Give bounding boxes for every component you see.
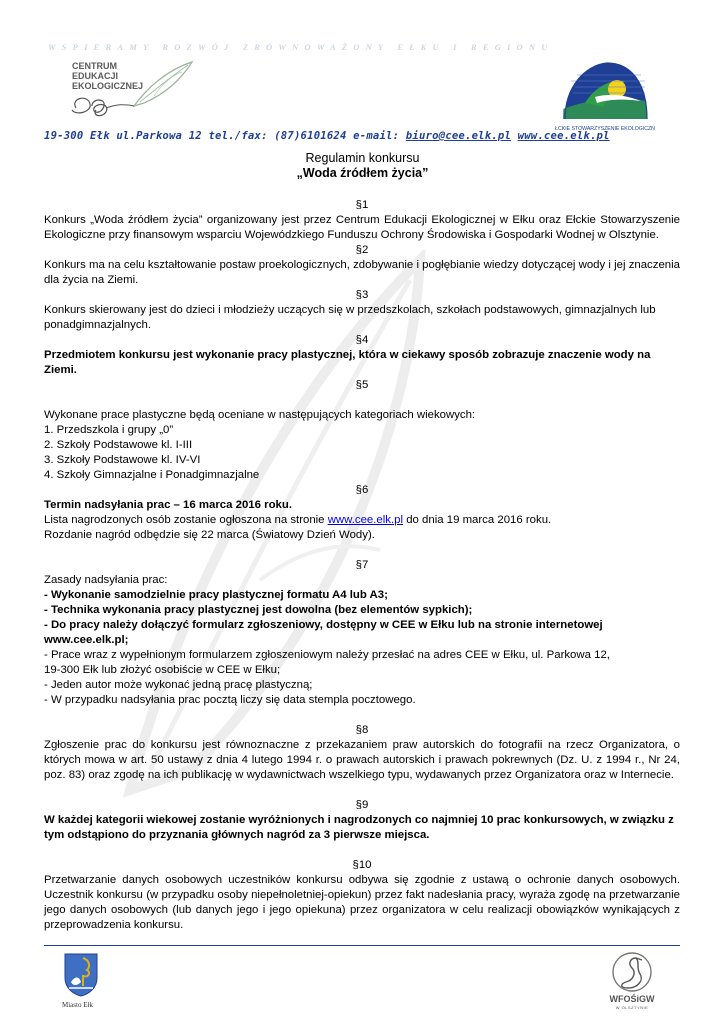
document-title: Regulamin konkursu	[305, 151, 420, 165]
wfosigw-logo-subtext: W OLSZTYNIE	[615, 1005, 649, 1010]
list-item: - Do pracy należy dołączyć formularz zgłoszeniowy, dostępny w CEE w Ełku lub na stronie internetowej www.cee.elk.pl;	[44, 619, 603, 646]
contact-address: 19-300 Ełk ul.Parkowa 12 tel./fax: (87)6101624 e-mail:	[44, 130, 406, 142]
section-8-text: Zgłoszenie prac do konkursu jest równoznaczne z przekazaniem praw autorskich do fotografii na rzecz Organizatora, o których mowa w art. 50 ustawy z dnia 4 lutego 1994 r. o prawach autorskich i prawach pokrewnych (Dz. U. z 1994 r., Nr 24, poz. 83) oraz zgodę na ich publikację w wydawnictwach wszelkiego typu, wydawanych przez Organizatora oraz w Internecie.	[44, 739, 680, 781]
section-10-text: Przetwarzanie danych osobowych uczestników konkursu odbywa się zgodnie z ustawą o ochronie danych osobowych. Uczestnik konkursu (w przypadku osoby niepełnoletniej-opiekun) przez fakt nadesłania pracy, wyraża zgodę na przetwarzanie jego danych osobowych (lub danych jego i jego opiekuna) przez organizatora w celu realizacji obowiązków wynikających z przeprowadzenia konkursu.	[44, 874, 680, 931]
list-item: - Prace wraz z wypełnionym formularzem zgłoszeniowym należy przesłać na adres CEE w Ełku, ul. Parkowa 12,	[44, 649, 610, 661]
ese-logo-icon	[555, 57, 655, 135]
section-4-heading: §4	[355, 334, 369, 346]
section-5-heading: §5	[355, 379, 369, 391]
list-item: - Jeden autor może wykonać jedną pracę plastyczną;	[44, 679, 313, 691]
swan-icon	[606, 950, 658, 994]
ese-logo	[555, 57, 655, 135]
contact-line	[44, 130, 684, 142]
list-item: - Technika wykonania pracy plastycznej jest dowolna (bez elementów sypkich);	[44, 604, 473, 616]
section-1-text: Konkurs „Woda źródłem życia” organizowany jest przez Centrum Edukacji Ekologicznej w Ełku oraz Ełckie Stowarzyszenie Ekologiczne przy finansowym wsparciu Wojewódzkiego Funduszu Ochrony Środowiska i Gospodarki Wodnej w Olsztynie.	[44, 214, 680, 241]
section-4-text: Przedmiotem konkursu jest wykonanie pracy plastycznej, która w ciekawy sposób zobrazuje znaczenie wody na Ziemi.	[44, 349, 651, 376]
section-2-heading: §2	[355, 244, 369, 256]
section-3-heading: §3	[355, 289, 369, 301]
contact-website-link[interactable]: www.cee.elk.pl	[517, 130, 610, 142]
city-caption: Miasto Ełk	[62, 1001, 93, 1009]
section-7-heading: §7	[355, 559, 369, 571]
section-6-awards-line: Rozdanie nagród odbędzie się 22 marca (Światowy Dzień Wody).	[44, 529, 375, 541]
list-item: - W przypadku nadsyłania prac pocztą liczy się data stempla pocztowego.	[44, 694, 416, 706]
section-1-heading: §1	[355, 199, 369, 211]
list-item: 4. Szkoły Gimnazjalne i Ponadgimnazjalne	[44, 469, 260, 481]
contact-email-link[interactable]: biuro@cee.elk.pl	[405, 130, 512, 142]
footer-divider	[44, 945, 680, 946]
document-subtitle: „Woda źródłem życia”	[296, 166, 429, 180]
list-item: 3. Szkoły Podstawowe kl. IV-VI	[44, 454, 201, 466]
cee-logo	[62, 58, 197, 120]
header-tagline: WSPIERAMY ROZWÓJ ZRÓWNOWAŻONY EŁKU I REGIONU	[48, 42, 554, 52]
wfosigw-logo-text: WFOŚiGW	[609, 994, 655, 1004]
city-crest-icon	[63, 952, 99, 997]
cee-website-link[interactable]: www.cee.elk.pl	[327, 514, 404, 526]
document-body	[44, 198, 680, 933]
section-5-intro: Wykonane prace plastyczne będą oceniane w następujących kategoriach wiekowych:	[44, 409, 476, 421]
section-6-heading: §6	[355, 484, 369, 496]
ese-logo-caption: EŁCKIE STOWARZYSZENIE EKOLOGICZNE	[555, 126, 655, 132]
section-2-text: Konkurs ma na celu kształtowanie postaw proekologicznych, zdobywanie i pogłębianie wiedzy dotyczącej wody i jej znaczenia dla życia na Ziemi.	[44, 259, 680, 286]
section-7-intro: Zasady nadsyłania prac:	[44, 574, 168, 586]
list-item: - Wykonanie samodzielnie pracy plastycznej formatu A4 lub A3;	[44, 589, 388, 601]
section-6-results-line: Lista nagrodzonych osób zostanie ogłoszona na stronie www.cee.elk.pl do dnia 19 marca 2016 roku.	[44, 514, 552, 526]
section-10-heading: §10	[352, 859, 372, 871]
list-item: 19-300 Ełk lub złożyć osobiście w CEE w Ełku;	[44, 664, 281, 676]
section-8-heading: §8	[355, 724, 369, 736]
section-6-deadline: Termin nadsyłania prac – 16 marca 2016 roku.	[44, 499, 292, 511]
list-item: 1. Przedszkola i grupy „0”	[44, 424, 174, 436]
list-item: 2. Szkoły Podstawowe kl. I-III	[44, 439, 193, 451]
section-9-heading: §9	[355, 799, 369, 811]
wfosigw-logo	[606, 950, 658, 1014]
section-9-text: W każdej kategorii wiekowej zostanie wyróżnionych i nagrodzonych co najmniej 10 prac konkursowych, w związku z tym odstąpiono do przyznania głównych nagród za 3 pierwsze miejsca.	[44, 814, 674, 841]
section-3-text: Konkurs skierowany jest do dzieci i młodzieży uczących się w przedszkolach, szkołach podstawowych, gimnazjalnych lub ponadgimnazjalnych.	[44, 304, 656, 331]
cee-logo-text: CENTRUM EDUKACJI EKOLOGICZNEJ	[72, 61, 144, 91]
